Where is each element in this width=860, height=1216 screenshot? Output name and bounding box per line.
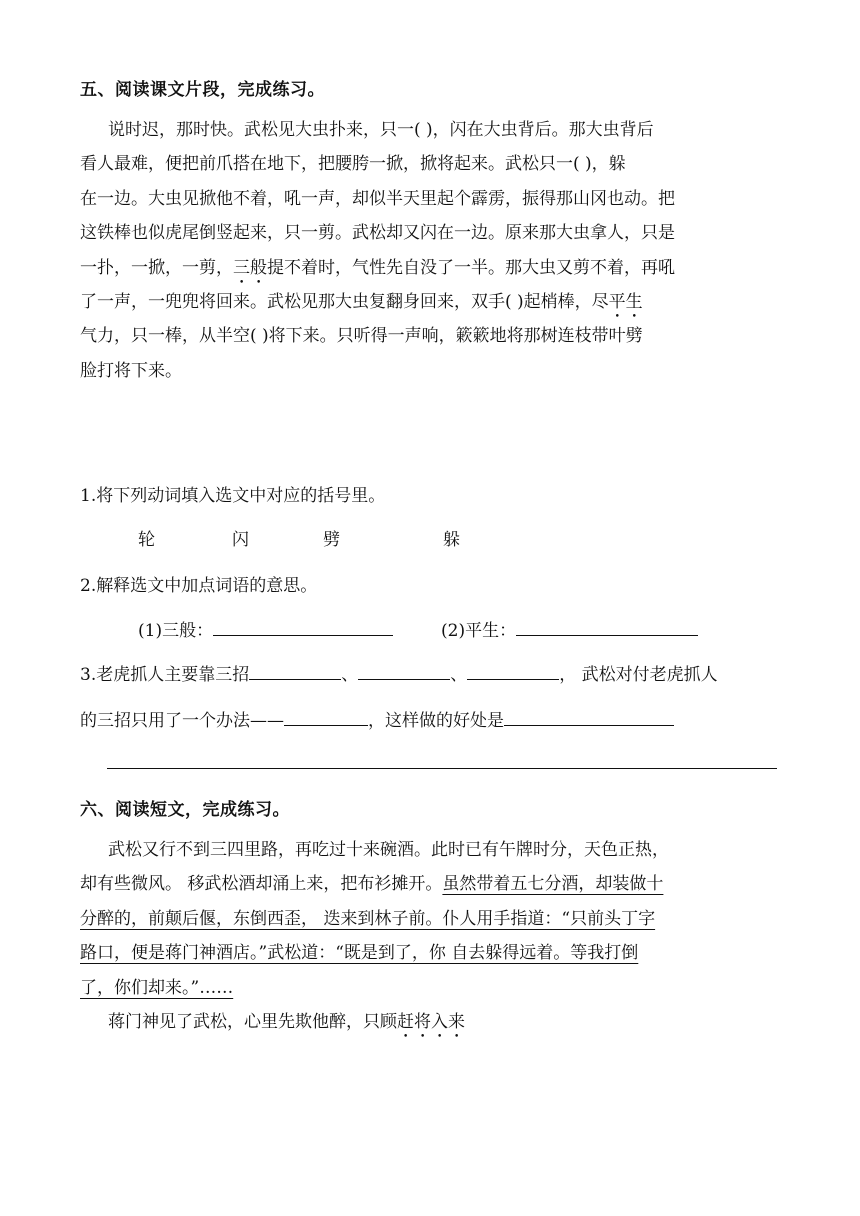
passage-line [80, 971, 784, 1005]
verb-option: 闪 [232, 530, 249, 550]
passage-line [80, 1005, 784, 1039]
question-3 [80, 660, 718, 685]
passage-line: 这铁棒也似虎尾倒竖起来，只一剪。武松却又闪在一边。原来那大虫拿人，只是 [80, 223, 675, 244]
passage-line: 看人最难，便把前爪搭在地下，把腰胯一掀，掀将起来。武松只一( )，躲 [80, 154, 626, 175]
passage-line: 在一边。大虫见掀他不着，吼一声，却似半天里起个霹雳，振得那山冈也动。把 [80, 188, 675, 209]
answer-blank[interactable] [358, 661, 450, 680]
section-5-heading: 五、阅读课文片段，完成练习。 [80, 80, 325, 100]
answer-blank[interactable] [249, 661, 341, 680]
emphasized-word-sanban: 三般 [233, 257, 267, 278]
section-5-passage [80, 113, 784, 388]
passage-line [80, 902, 784, 936]
passage-line [80, 251, 784, 285]
passage-line: 武松又行不到三四里路，再吃过十来碗酒。此时已有午牌时分，天色正热， [108, 840, 669, 860]
question-text: ， 武松对付老虎抓人 [559, 665, 718, 685]
question-label: (1)三般： [138, 621, 214, 641]
verb-option: 轮 [138, 530, 155, 550]
passage-line [80, 285, 784, 319]
question-2: 2.解释选文中加点词语的意思。 [80, 576, 318, 596]
question-label: (2)平生： [441, 621, 517, 641]
passage-text: 却有些微风。 移武松酒却涌上来，把布衫摊开。 [80, 874, 443, 895]
emphasized-phrase: 赶将入来 [397, 1011, 465, 1032]
passage-text: 了一声，一兜兜将回来。武松见那大虫复翻身回来，双手( )起梢棒，尽 [80, 291, 609, 312]
passage-line [80, 936, 784, 970]
question-1: 1.将下列动词填入选文中对应的括号里。 [80, 486, 386, 506]
emphasized-word-pingsheng: 平生 [608, 291, 643, 312]
passage-text: 一扑，一掀，一剪， [80, 257, 233, 278]
section-6-heading: 六、阅读短文，完成练习。 [80, 800, 290, 820]
underlined-text: 分醉的，前颠后偃，东倒西歪， 迭来到林子前。仆人用手指道：“只前头丁字 [80, 908, 656, 929]
verb-option: 躲 [443, 530, 460, 550]
answer-line[interactable] [107, 768, 777, 769]
answer-blank[interactable] [213, 617, 393, 636]
underlined-text: 了，你们却来。”…… [80, 977, 234, 998]
question-text: ，这样做的好处是 [368, 711, 504, 731]
section-6-passage [80, 833, 784, 1039]
answer-blank[interactable] [504, 707, 674, 726]
passage-line: 气力，只一棒，从半空( )将下来。只听得一声响，簌簌地将那树连枝带叶劈 [80, 326, 643, 347]
question-text: 3.老虎抓人主要靠三招 [80, 665, 250, 685]
question-3-continued [80, 706, 674, 731]
verb-option: 劈 [323, 530, 340, 550]
question-2-item-1 [138, 616, 393, 641]
passage-line [80, 867, 784, 901]
question-2-item-2 [441, 616, 698, 641]
answer-blank[interactable] [467, 661, 559, 680]
separator: 、 [450, 665, 468, 685]
answer-blank[interactable] [284, 707, 368, 726]
separator: 、 [341, 665, 359, 685]
passage-text: 提不着时，气性先自没了一半。那大虫又剪不着，再吼 [267, 257, 675, 278]
question-text: 的三招只用了一个办法—— [80, 711, 284, 731]
passage-line: 说时迟，那时快。武松见大虫扑来，只一( )，闪在大虫背后。那大虫背后 [108, 120, 654, 140]
passage-line: 脸打将下来。 [80, 360, 182, 381]
passage-text: 蒋门神见了武松，心里先欺他醉，只顾 [108, 1011, 397, 1032]
underlined-text: 路口，便是蒋门神酒店。”武松道：“既是到了，你 自去躲得远着。等我打倒 [80, 943, 639, 964]
answer-blank[interactable] [516, 617, 698, 636]
underlined-text: 虽然带着五七分酒，却装做十 [442, 874, 664, 895]
